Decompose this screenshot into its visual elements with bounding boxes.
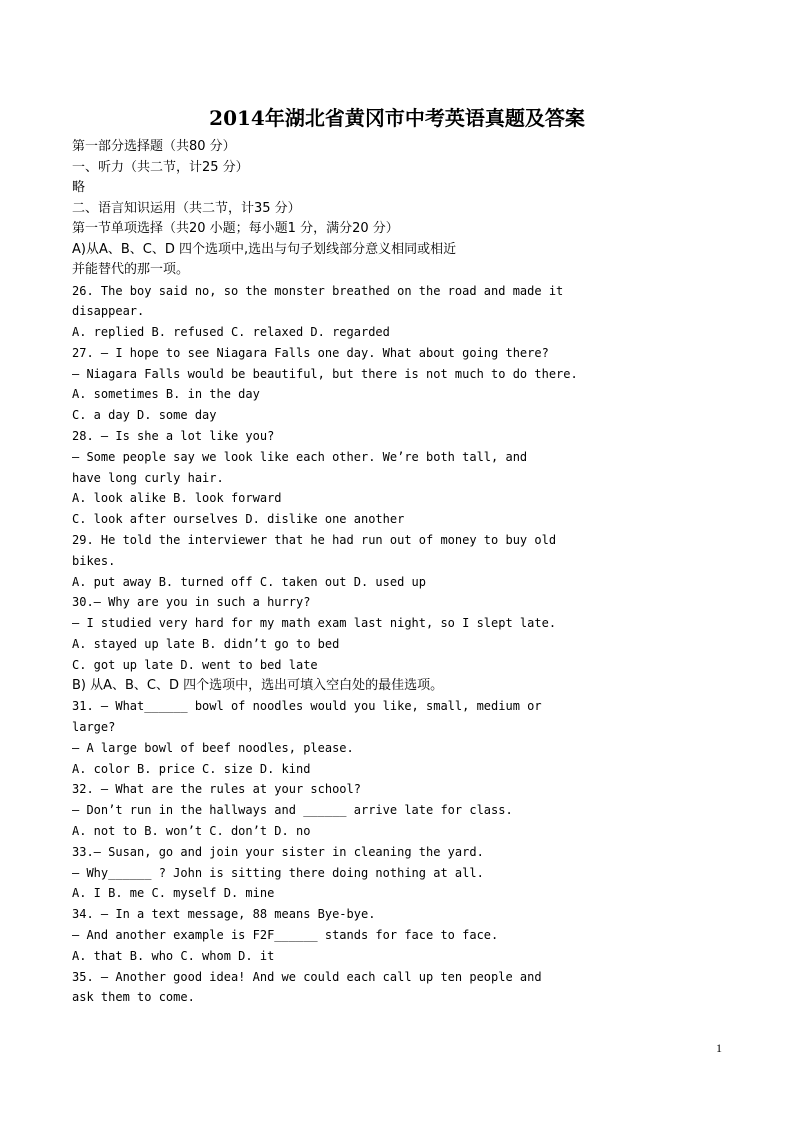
instruction-a-line-1: A)从A、B、C、D 四个选项中,选出与句子划线部分意义相同或相近	[72, 241, 457, 257]
question-32-options: A. not to B. won’t C. don’t D. no	[72, 823, 311, 838]
question-35-line-2: ask them to come.	[72, 990, 195, 1005]
question-28-line-2: – Some people say we look like each other. We’re both tall, and	[72, 449, 528, 464]
question-32-line-1: 32. – What are the rules at your school?	[72, 782, 361, 797]
question-33-options: A. I B. me C. myself D. mine	[72, 886, 275, 901]
question-31-line-2: large?	[72, 719, 116, 734]
question-28-options-2: C. look after ourselves D. dislike one another	[72, 512, 405, 527]
question-33-line-1: 33.– Susan, go and join your sister in cleaning the yard.	[72, 844, 484, 859]
question-27-options-2: C. a day D. some day	[72, 408, 217, 423]
question-30-options-1: A. stayed up late B. didn’t go to bed	[72, 637, 340, 652]
question-30-line-1: 30.– Why are you in such a hurry?	[72, 595, 311, 610]
question-31-line-3: – A large bowl of beef noodles, please.	[72, 740, 354, 755]
section-heading-language-use: 二、语言知识运用（共二节，计35 分）	[72, 200, 301, 216]
question-31-options: A. color B. price C. size D. kind	[72, 761, 311, 776]
omitted-note: 略	[72, 180, 86, 195]
question-26-options: A. replied B. refused C. relaxed D. regarded	[72, 325, 390, 340]
question-28-line-3: have long curly hair.	[72, 470, 224, 485]
document-body	[72, 137, 752, 1008]
question-28-line-1: 28. – Is she a lot like you?	[72, 429, 275, 444]
question-34-line-2: – And another example is F2F______ stands for face to face.	[72, 927, 499, 942]
question-34-line-1: 34. – In a text message, 88 means Bye-bye.	[72, 907, 376, 922]
section-heading-part-one: 第一部分选择题（共80 分）	[72, 139, 236, 154]
question-32-line-2: – Don’t run in the hallways and ______ arrive late for class.	[72, 803, 513, 818]
question-27-line-1: 27. – I hope to see Niagara Falls one day. What about going there?	[72, 345, 549, 360]
question-34-options: A. that B. who C. whom D. it	[72, 948, 275, 963]
instruction-b: B) 从A、B、C、D 四个选项中，选出可填入空白处的最佳选项。	[72, 677, 444, 693]
question-31-line-1: 31. – What______ bowl of noodles would you like, small, medium or	[72, 699, 542, 714]
question-30-options-2: C. got up late D. went to bed late	[72, 657, 318, 672]
question-29-options: A. put away B. turned off C. taken out D. used up	[72, 574, 427, 589]
page-number: 1	[716, 1041, 722, 1055]
question-28-options-1: A. look alike B. look forward	[72, 491, 282, 506]
section-heading-listening: 一、听力（共二节，计25 分）	[72, 159, 249, 175]
question-26-line-2: disappear.	[72, 304, 145, 319]
question-26-line-1: 26. The boy said no, so the monster breathed on the road and made it	[72, 283, 564, 298]
question-35-line-1: 35. – Another good idea! And we could each call up ten people and	[72, 969, 542, 984]
question-33-line-2: – Why______ ? John is sitting there doing nothing at all.	[72, 865, 484, 880]
page-title: 2014年湖北省黄冈市中考英语真题及答案	[209, 106, 585, 130]
question-29-line-1: 29. He told the interviewer that he had run out of money to buy old	[72, 533, 557, 548]
section-heading-single-choice: 第一节单项选择（共20 小题；每小题1 分，满分20 分）	[72, 221, 399, 236]
question-29-line-2: bikes.	[72, 553, 116, 568]
question-27-line-2: – Niagara Falls would be beautiful, but there is not much to do there.	[72, 366, 578, 381]
question-30-line-2: – I studied very hard for my math exam last night, so I slept late.	[72, 616, 557, 631]
question-27-options-1: A. sometimes B. in the day	[72, 387, 260, 402]
instruction-a-line-2: 并能替代的那一项。	[72, 262, 190, 277]
